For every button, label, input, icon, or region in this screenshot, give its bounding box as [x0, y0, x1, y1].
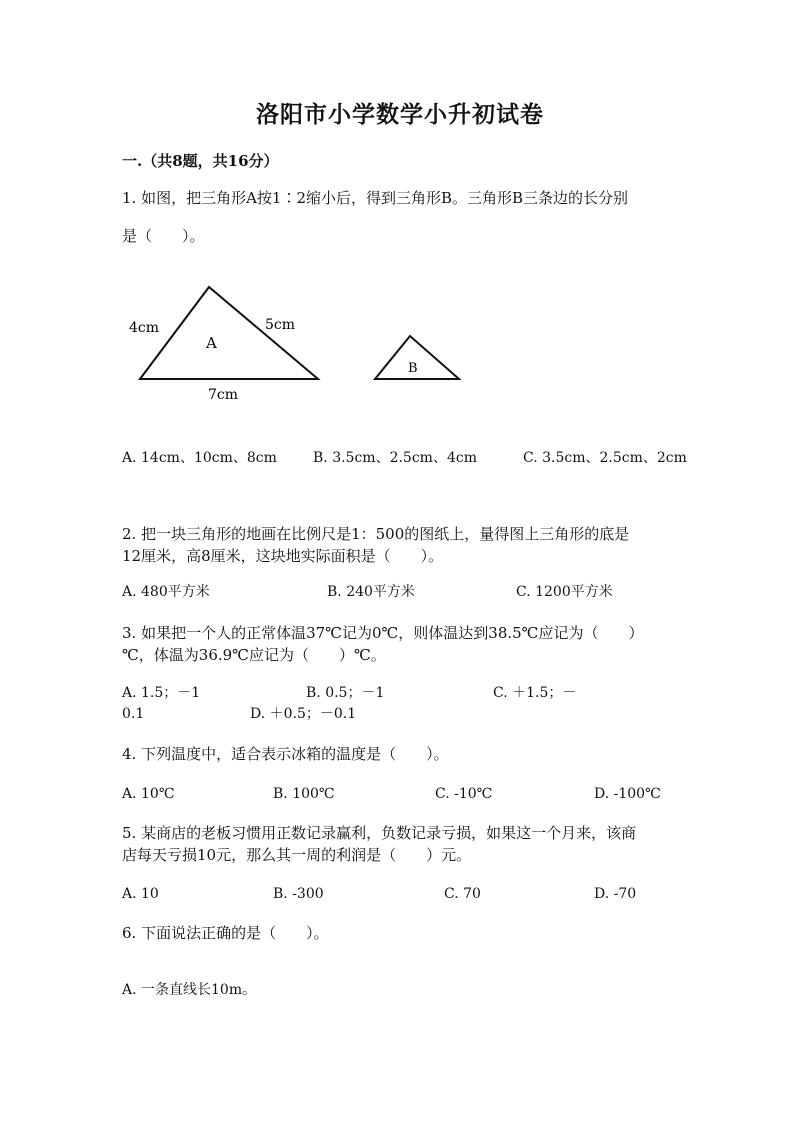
question-3-line-1: 3. 如果把一个人的正常体温37℃记为0℃，则体温达到38.5℃应记为（ ） — [122, 624, 644, 642]
q2-option-c: C. 1200平方米 — [516, 584, 613, 600]
q2-option-a: A. 480平方米 — [122, 584, 210, 600]
triangle-a — [140, 287, 318, 379]
label-7cm: 7cm — [208, 387, 239, 403]
q4-option-d: D. -100℃ — [594, 786, 661, 802]
question-5-line-2: 店每天亏损10元，那么其一周的利润是（ ）元。 — [122, 846, 472, 864]
q2-option-b: B. 240平方米 — [327, 584, 415, 600]
q5-option-d: D. -70 — [594, 886, 637, 902]
triangle-figure — [120, 280, 480, 410]
q4-option-b: B. 100℃ — [273, 786, 335, 802]
q3-option-c-continued: 0.1 — [122, 706, 145, 722]
q4-option-a: A. 10℃ — [122, 786, 175, 802]
q5-option-a: A. 10 — [122, 886, 159, 902]
question-2-line-1: 2. 把一块三角形的地画在比例尺是1：500的图纸上，量得图上三角形的底是 — [122, 525, 630, 543]
section-heading: 一.（共8题，共16分） — [122, 152, 279, 170]
question-5-line-1: 5. 某商店的老板习惯用正数记录赢利，负数记录亏损，如果这一个月来，该商 — [122, 824, 637, 842]
question-1-line-1: 1. 如图，把三角形A按1∶2缩小后，得到三角形B。三角形B三条边的长分别 — [122, 189, 629, 207]
q3-option-b: B. 0.5；－1 — [306, 685, 385, 701]
q6-option-a: A. 一条直线长10m。 — [122, 982, 257, 998]
q1-option-a: A. 14cm、10cm、8cm — [122, 450, 277, 466]
label-b: B — [408, 361, 418, 376]
label-a: A — [206, 334, 217, 352]
q5-option-c: C. 70 — [444, 886, 481, 902]
q1-option-b: B. 3.5cm、2.5cm、4cm — [313, 450, 477, 466]
q1-option-c: C. 3.5cm、2.5cm、2cm — [523, 450, 687, 466]
q3-option-a: A. 1.5；－1 — [122, 685, 201, 701]
label-4cm: 4cm — [129, 320, 160, 336]
q4-option-c: C. -10℃ — [435, 786, 493, 802]
label-5cm: 5cm — [265, 317, 296, 333]
q5-option-b: B. -300 — [273, 886, 324, 902]
question-4-line-1: 4. 下列温度中，适合表示冰箱的温度是（ ）。 — [122, 745, 449, 763]
page-title: 洛阳市小学数学小升初试卷 — [256, 101, 544, 128]
q3-option-d: D. ＋0.5；－0.1 — [250, 706, 357, 722]
question-3-line-2: ℃，体温为36.9℃应记为（ ）℃。 — [122, 646, 386, 664]
question-1-line-2: 是（ ）。 — [122, 227, 205, 245]
q3-option-c: C. ＋1.5；－ — [493, 685, 577, 701]
question-6-line-1: 6. 下面说法正确的是（ ）。 — [122, 924, 329, 942]
question-2-line-2: 12厘米，高8厘米，这块地实际面积是（ ）。 — [122, 547, 444, 565]
